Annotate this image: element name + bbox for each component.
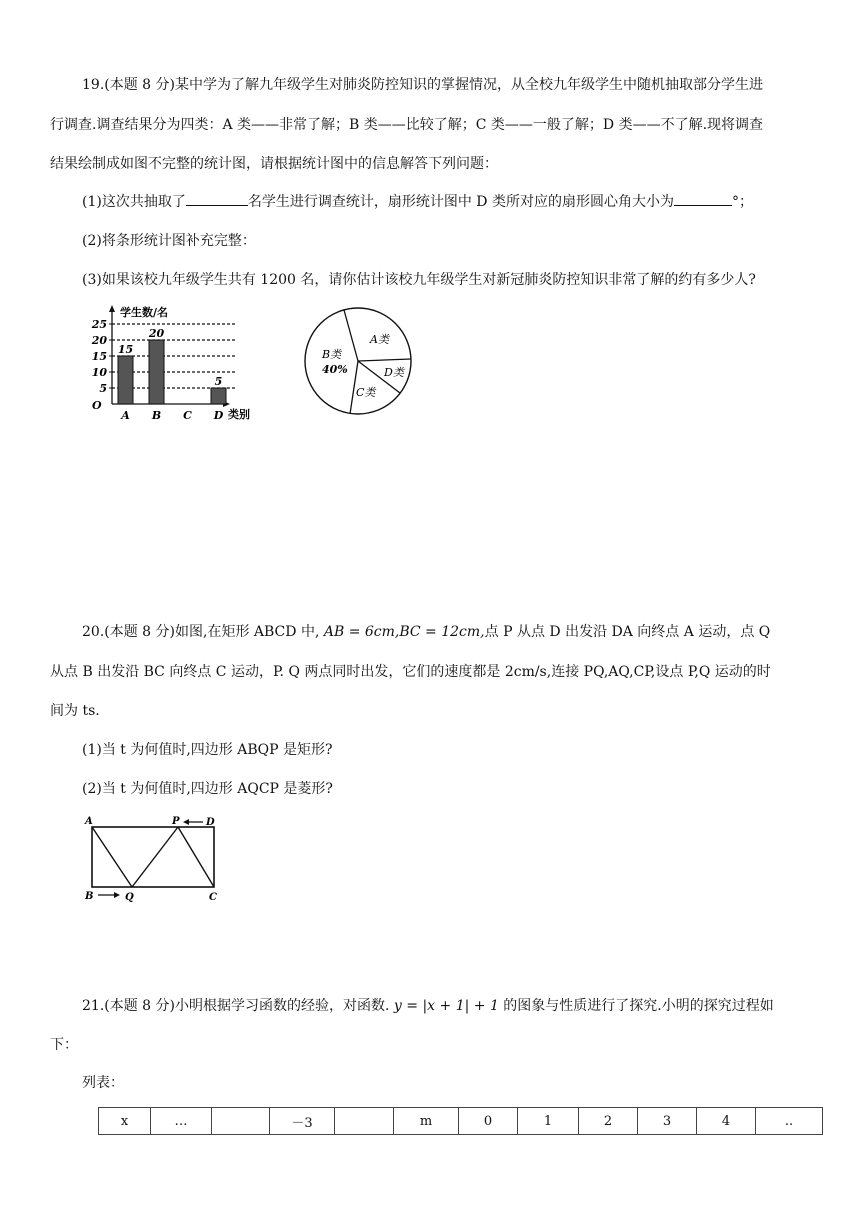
table-cell: .. bbox=[756, 1108, 823, 1135]
y-tick-label: 15 bbox=[91, 350, 107, 363]
point-b-label: B bbox=[85, 891, 94, 902]
q21-text-line3: 列表： bbox=[82, 1075, 124, 1091]
pie-slice-label-a: A类 bbox=[370, 333, 389, 346]
table-cell: 0 bbox=[459, 1108, 518, 1135]
x-axis-title: 类别 bbox=[228, 408, 250, 421]
q19-part1-c: °； bbox=[731, 194, 753, 210]
value-table bbox=[98, 1107, 823, 1135]
x-tick-label: D bbox=[213, 409, 224, 422]
q21-text-line2: 下： bbox=[50, 1037, 78, 1053]
bar-b bbox=[149, 340, 164, 404]
arrow-head bbox=[183, 819, 189, 825]
table-cell: 1 bbox=[518, 1108, 579, 1135]
point-c-label: C bbox=[209, 892, 217, 903]
table-cell: 4 bbox=[697, 1108, 756, 1135]
pie-slice-value-b: 40% bbox=[322, 363, 348, 376]
q19-part3: (3)如果该校九年级学生共有 1200 名，请你估计该校九年级学生对新冠肺炎防控知识非常了解的约有多少人? bbox=[82, 272, 756, 288]
q21-line1-a: 21.(本题 8 分)小明根据学习函数的经验，对函数. bbox=[82, 998, 394, 1014]
y-axis-arrow bbox=[109, 305, 115, 312]
x-tick-label: B bbox=[151, 409, 162, 422]
pie-slice-label-d: D类 bbox=[384, 366, 404, 379]
bar-data-label: 15 bbox=[117, 343, 134, 356]
q20-text-line3: 间为 ts. bbox=[50, 703, 100, 719]
q21-line1-b: 的图象与性质进行了探究.小明的探究过程如 bbox=[498, 998, 774, 1014]
bar-chart bbox=[84, 302, 264, 424]
segment-pc bbox=[178, 827, 214, 887]
segment-pq bbox=[132, 827, 178, 887]
arrow-head bbox=[114, 892, 120, 898]
rectangle-figure bbox=[82, 813, 228, 905]
y-axis-title: 学生数/名 bbox=[120, 306, 169, 319]
q20-text-line1 bbox=[82, 623, 770, 641]
point-a-label: A bbox=[85, 816, 93, 827]
q21-text-line1 bbox=[82, 997, 774, 1015]
q19-part1-a: (1)这次共抽取了 bbox=[82, 194, 186, 210]
bar-data-label: 5 bbox=[214, 375, 223, 388]
bar-d bbox=[211, 388, 226, 404]
q20-line1-a: 20.(本题 8 分)如图,在矩形 ABCD 中, bbox=[82, 624, 324, 640]
table-cell: … bbox=[151, 1108, 212, 1135]
table-cell bbox=[335, 1108, 394, 1135]
q21-line1-math: y = |x + 1| + 1 bbox=[393, 998, 499, 1014]
q20-part2: (2)当 t 为何值时,四边形 AQCP 是菱形? bbox=[82, 781, 333, 797]
table-row bbox=[99, 1108, 823, 1135]
y-tick-label: 20 bbox=[91, 334, 107, 347]
x-tick-label: C bbox=[183, 409, 192, 422]
q19-part2: (2)将条形统计图补充完整： bbox=[82, 233, 256, 249]
bar-data-label: 20 bbox=[148, 327, 165, 340]
pie-slice-label-c: C类 bbox=[356, 386, 376, 399]
answer-blank bbox=[674, 193, 732, 206]
pie-slice-label-b: B类 bbox=[322, 348, 342, 361]
q19-part1 bbox=[82, 193, 753, 211]
point-d-label: D bbox=[206, 817, 215, 828]
table-cell: －3 bbox=[270, 1108, 335, 1135]
pie-chart bbox=[300, 304, 424, 418]
q19-text-line2: 行调查.调查结果分为四类：A 类——非常了解；B 类——比较了解；C 类——一般了解；D 类——不了解.现将调查 bbox=[50, 117, 764, 133]
q20-line1-math: AB = 6cm,BC = 12cm, bbox=[323, 624, 485, 640]
point-p-label: P bbox=[172, 816, 180, 827]
q20-text-line2: 从点 B 出发沿 BC 向终点 C 运动，P. Q 两点同时出发，它们的速度都是 2cm/s,连接 PQ,AQ,CP,设点 P,Q 运动的时 bbox=[50, 664, 771, 680]
answer-blank bbox=[186, 193, 248, 206]
q19-part1-b: 名学生进行调查统计，扇形统计图中 D 类所对应的扇形圆心角大小为 bbox=[247, 194, 674, 210]
y-tick-label: 5 bbox=[99, 382, 107, 395]
table-cell: 3 bbox=[638, 1108, 697, 1135]
y-tick-label: 10 bbox=[91, 366, 107, 379]
q19-text-line1: 19.(本题 8 分)某中学为了解九年级学生对肺炎防控知识的掌握情况，从全校九年级学生中随机抽取部分学生进 bbox=[82, 77, 763, 93]
bar-a bbox=[118, 356, 133, 404]
origin-label: O bbox=[92, 399, 102, 412]
x-tick-label: A bbox=[121, 409, 130, 422]
q20-part1: (1)当 t 为何值时,四边形 ABQP 是矩形? bbox=[82, 742, 333, 758]
q19-text-line3: 结果绘制成如图不完整的统计图，请根据统计图中的信息解答下列问题： bbox=[50, 156, 498, 172]
table-cell: m bbox=[394, 1108, 459, 1135]
y-tick-label: 25 bbox=[91, 318, 107, 331]
table-cell: x bbox=[99, 1108, 151, 1135]
q20-line1-b: 点 P 从点 D 出发沿 DA 向终点 A 运动，点 Q bbox=[484, 624, 771, 640]
point-q-label: Q bbox=[125, 892, 134, 903]
table-cell: 2 bbox=[579, 1108, 638, 1135]
segment-aq bbox=[92, 827, 132, 887]
table-cell bbox=[212, 1108, 270, 1135]
